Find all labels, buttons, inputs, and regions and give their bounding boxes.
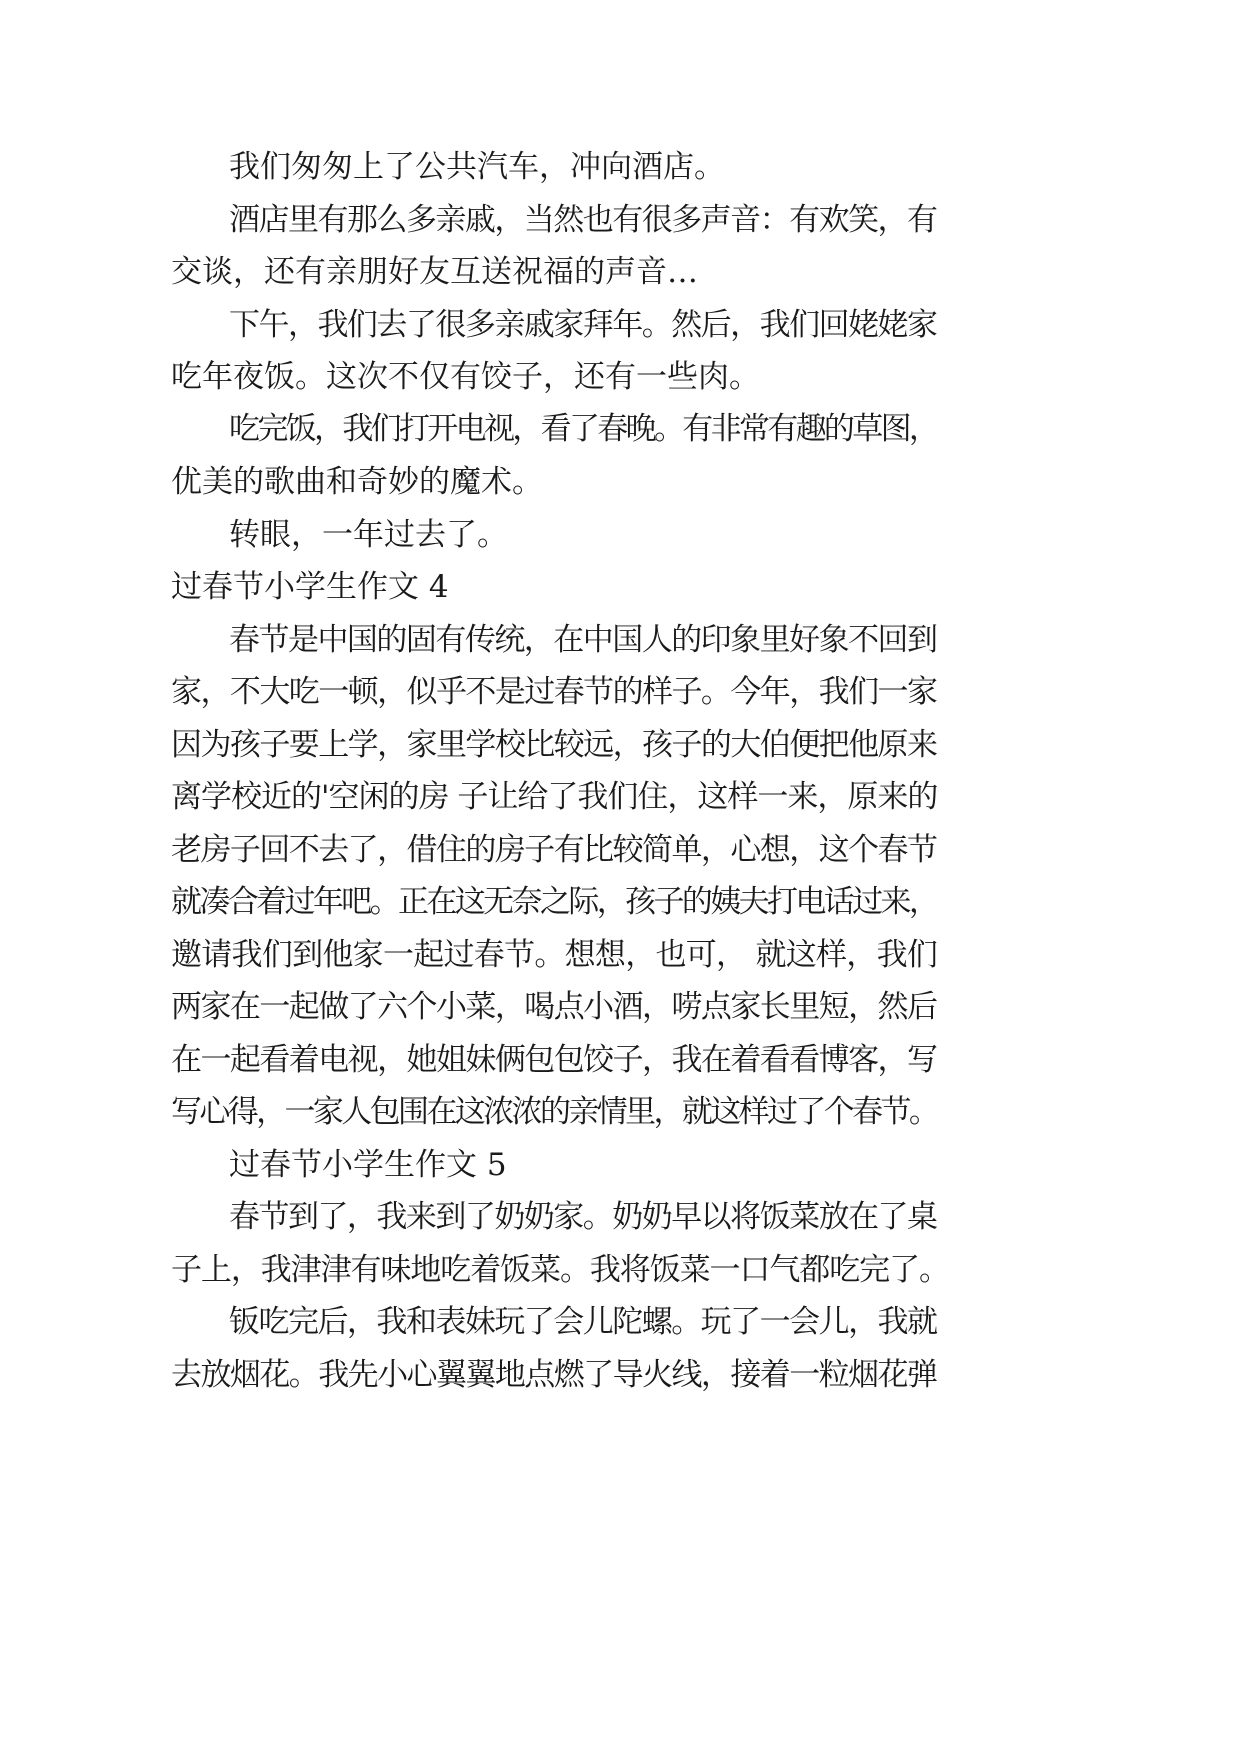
text-line-22: 子上，我津津有味地吃着饭菜。我将饭菜一口气都吃完了。 xyxy=(171,1252,949,1288)
text-line-1: 我们匆匆上了公共汽车，冲向酒店。 xyxy=(229,149,725,185)
text-line-11: 家，不大吃一顿，似乎不是过春节的样子。今年，我们一家 xyxy=(171,674,937,710)
text-line-12: 因为孩子要上学，家里学校比较远，孩子的大伯便把他原来 xyxy=(171,727,937,763)
text-line-13: 离学校近的'空闲的房 子让给了我们住，这样一来，原来的 xyxy=(171,779,938,815)
text-line-8: 转眼，一年过去了。 xyxy=(229,517,508,553)
text-line-14: 老房子回不去了，借住的房子有比较简单，心想，这个春节 xyxy=(171,832,937,868)
text-line-7: 优美的歌曲和奇妙的魔术。 xyxy=(171,464,543,500)
text-line-16: 邀请我们到他家一起过春节。想想，也可， 就这样，我们 xyxy=(171,937,938,973)
section-heading-5: 过春节小学生作文 5 xyxy=(229,1147,507,1183)
text-line-5: 吃年夜饭。这次不仅有饺子，还有一些肉。 xyxy=(171,359,760,395)
text-line-18: 在一起看着电视，她姐妹俩包包饺子，我在着看看博客，写 xyxy=(171,1042,937,1078)
text-line-3: 交谈，还有亲朋好友互送祝福的声音… xyxy=(171,254,698,290)
text-line-10: 春节是中国的固有传统，在中国人的印象里好象不回到 xyxy=(229,622,937,658)
text-line-21: 春节到了，我来到了奶奶家。奶奶早以将饭菜放在了桌 xyxy=(229,1199,937,1235)
text-line-4: 下午，我们去了很多亲戚家拜年。然后，我们回姥姥家 xyxy=(229,307,937,343)
text-line-23: 钣吃完后，我和表妹玩了会儿陀螺。玩了一会儿，我就 xyxy=(229,1304,937,1340)
text-line-19: 写心得，一家人包围在这浓浓的亲情里，就这样过了个春节。 xyxy=(171,1094,938,1130)
text-line-24: 去放烟花。我先小心翼翼地点燃了导火线，接着一粒烟花弹 xyxy=(171,1357,937,1393)
text-line-17: 两家在一起做了六个小菜，喝点小酒，唠点家长里短，然后 xyxy=(171,989,937,1025)
text-line-15: 就凑合着过年吧。正在这无奈之际，孩子的姨夫打电话过来， xyxy=(171,884,938,920)
text-line-6: 吃完饭，我们打开电视，看了春晚。有非常有趣的草图， xyxy=(229,411,938,447)
section-heading-4: 过春节小学生作文 4 xyxy=(171,569,449,605)
text-line-2: 酒店里有那么多亲戚，当然也有很多声音：有欢笑，有 xyxy=(229,202,937,238)
